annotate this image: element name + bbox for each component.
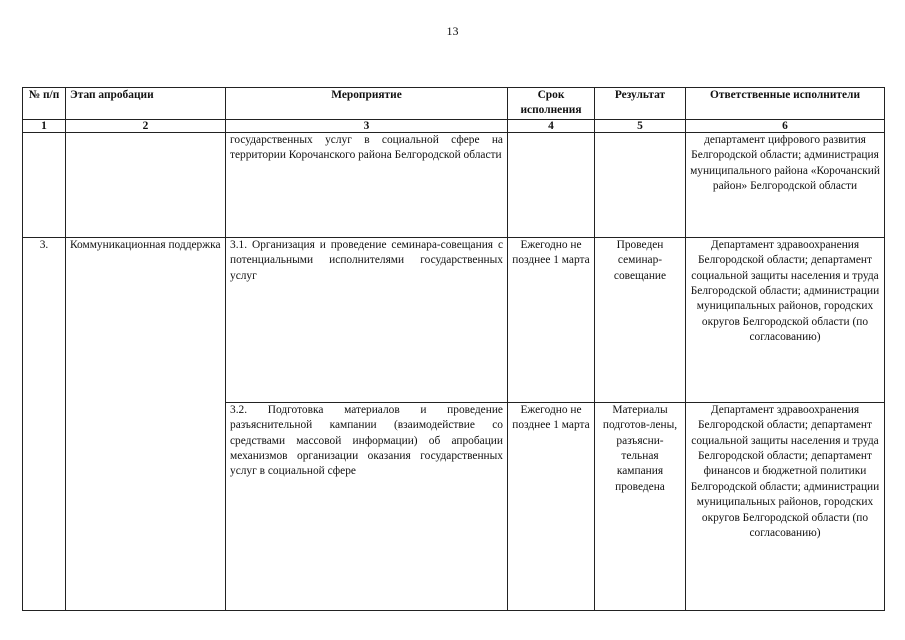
column-number: 4 <box>508 119 595 132</box>
cell-event: государственных услуг в социальной сфере на территории Корочанского района Белгородской области <box>226 132 508 237</box>
header-deadline: Срок исполнения <box>508 88 595 120</box>
cell-responsible: Департамент здравоохранения Белгородской области; департамент социальной защиты населения и труда Белгородской области; администрации муниципальных районов, городских округов Белгородской области (по согласованию) <box>686 237 885 402</box>
table-header-row <box>23 88 885 120</box>
cell-stage: Коммуникационная поддержка <box>66 237 226 610</box>
cell-deadline: Ежегодно не позднее 1 марта <box>508 237 595 402</box>
cell-event: 3.1. Организация и проведение семинара-совещания с потенциальными исполнителями государственных услуг <box>226 237 508 402</box>
header-responsible: Ответственные исполнители <box>686 88 885 120</box>
column-number: 5 <box>595 119 686 132</box>
cell-result: Материалы подготов-лены, разъясни-тельная кампания проведена <box>595 402 686 610</box>
cell-deadline <box>508 132 595 237</box>
cell-result: Проведен семинар-совещание <box>595 237 686 402</box>
column-number-row <box>23 119 885 132</box>
cell-number: 3. <box>23 237 66 610</box>
header-result: Результат <box>595 88 686 120</box>
header-stage: Этап апробации <box>66 88 226 120</box>
page-number: 13 <box>446 24 459 38</box>
column-number: 3 <box>226 119 508 132</box>
cell-stage <box>66 132 226 237</box>
table-row <box>23 132 885 237</box>
cell-event: 3.2. Подготовка материалов и проведение разъяснительной кампании (взаимодействие со средствами массовой информации) об апробации механизмов организации оказания государственных услуг в социальной сфере <box>226 402 508 610</box>
column-number: 6 <box>686 119 885 132</box>
cell-responsible: Департамент здравоохранения Белгородской области; департамент социальной защиты населения и труда Белгородской области; департамент финансов и бюджетной политики Белгородской области; администрации муниципальных районов, городских округов Белгородской области (по согласованию) <box>686 402 885 610</box>
cell-deadline: Ежегодно не позднее 1 марта <box>508 402 595 610</box>
plan-table <box>22 87 885 611</box>
table-row <box>23 237 885 402</box>
cell-number <box>23 132 66 237</box>
header-number: № п/п <box>23 88 66 120</box>
cell-result <box>595 132 686 237</box>
header-event: Мероприятие <box>226 88 508 120</box>
column-number: 1 <box>23 119 66 132</box>
cell-responsible: департамент цифрового развития Белгородской области; администрация муниципального района «Корочанский район» Белгородской области <box>686 132 885 237</box>
column-number: 2 <box>66 119 226 132</box>
